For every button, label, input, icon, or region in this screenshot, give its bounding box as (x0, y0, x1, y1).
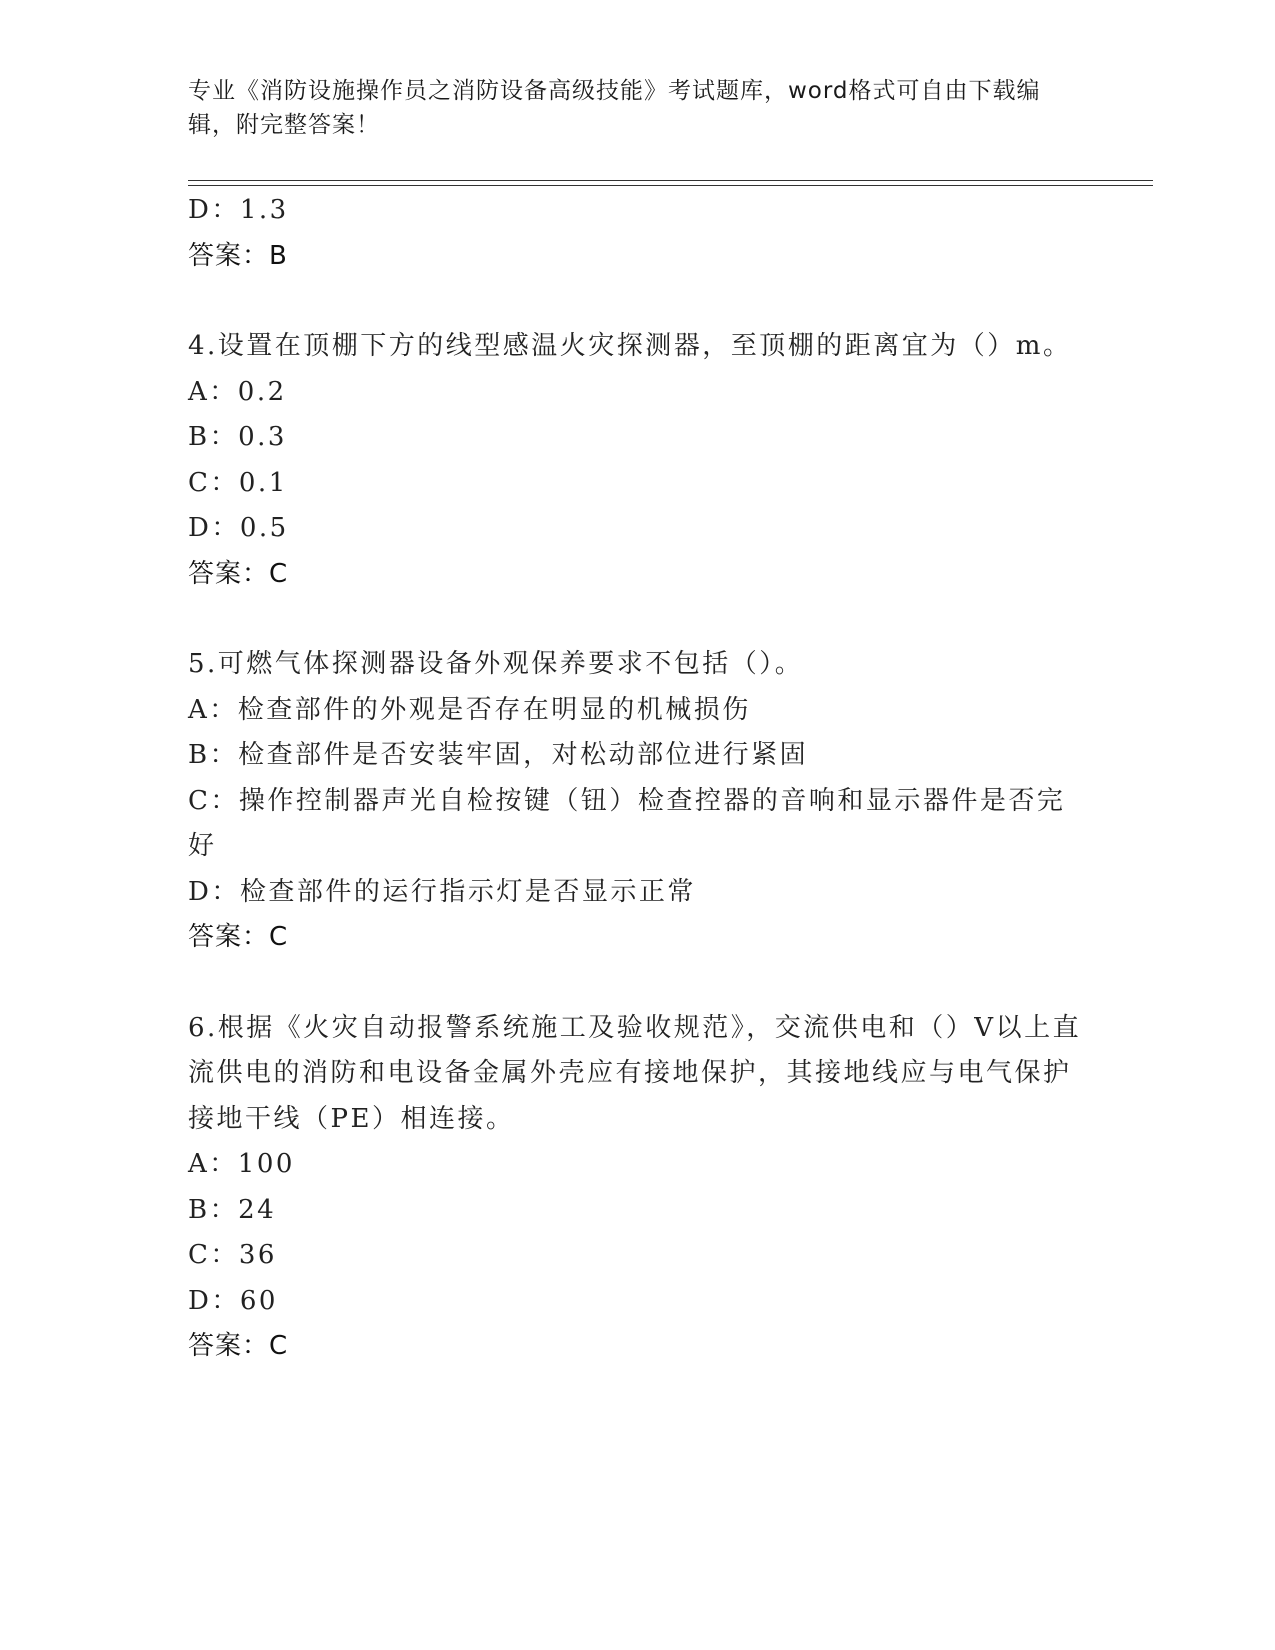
option-d: D：0.5 (188, 513, 289, 543)
option-a: A：100 (188, 1149, 295, 1179)
question-stem: 6.根据《火灾自动报警系统施工及验收规范》，交流供电和（）V以上直流供电的消防和电设备金属外壳应有接地保护，其接地线应与电气保护接地干线（PE）相连接。 (188, 1012, 1082, 1134)
answer-label: 答案：C (188, 922, 289, 952)
option-c: C：操作控制器声光自检按键（钮）检查控器的音响和显示器件是否完好 (188, 785, 1066, 861)
option-a: A：检查部件的外观是否存在明显的机械损伤 (188, 694, 751, 725)
answer-label: 答案：C (188, 1331, 289, 1361)
option-c: C：36 (188, 1240, 277, 1270)
question-5 (188, 642, 1088, 961)
answer-label: 答案：B (188, 240, 288, 271)
question-3-tail (188, 188, 1088, 279)
document-header: 专业《消防设施操作员之消防设备高级技能》考试题库，word格式可自由下载编辑，附完整答案！ (188, 78, 1041, 138)
answer-label: 答案：C (188, 558, 289, 589)
question-4 (188, 324, 1088, 597)
question-6 (188, 1006, 1088, 1370)
option-d: D：1.3 (188, 195, 289, 225)
option-d: D：60 (188, 1285, 278, 1316)
question-list (188, 188, 1088, 1415)
option-b: B：24 (188, 1194, 277, 1225)
option-b: B：检查部件是否安装牢固，对松动部位进行紧固 (188, 740, 809, 770)
option-d: D：检查部件的运行指示灯是否显示正常 (188, 876, 696, 907)
question-stem: 4.设置在顶棚下方的线型感温火灾探测器，至顶棚的距离宜为（）m。 (188, 331, 1072, 361)
header-divider-top (188, 180, 1153, 181)
option-c: C：0.1 (188, 467, 288, 498)
header-divider-bottom (188, 185, 1153, 186)
option-a: A：0.2 (188, 376, 287, 407)
option-b: B：0.3 (188, 422, 287, 452)
question-stem: 5.可燃气体探测器设备外观保养要求不包括（）。 (188, 649, 804, 679)
